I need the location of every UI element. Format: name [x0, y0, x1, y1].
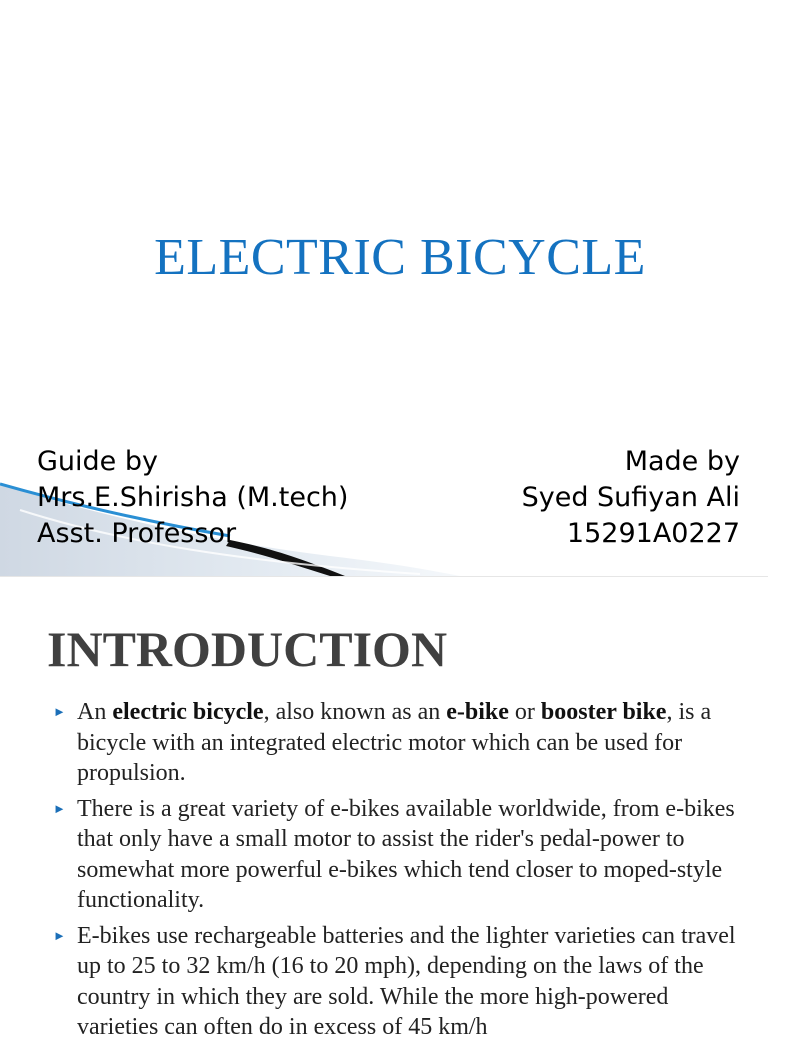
term-booster-bike: booster bike [540, 699, 667, 725]
maker-roll-number: 15291A0227 [566, 518, 740, 549]
intro-title: INTRODUCTION [47, 621, 448, 677]
list-item: ► E-bikes use rechargeable batteries and the lighter varieties can travel up to 25 to 32 km/h (16 to 20 mph), depending on the laws of the country in which they are sold. While the more high-powered varieties can often do in excess of 45 km/h [53, 922, 736, 1040]
bullet-list [50, 697, 740, 1048]
list-item: ► There is a great variety of e-bikes available worldwide, from e-bikes that only have a small motor to assist the rider's pedal-power to somewhat more powerful e-bikes which tend closer to moped-style functionality. [53, 795, 735, 913]
guide-name: Mrs.E.Shirisha (M.tech) [37, 482, 349, 513]
maker-heading: Made by [624, 446, 740, 477]
term-e-bike: e-bike [446, 699, 509, 725]
introduction-slide [0, 576, 768, 1040]
guide-block [37, 444, 348, 552]
maker-name: Syed Sufiyan Ali [521, 482, 740, 513]
guide-heading: Guide by [37, 446, 158, 477]
guide-role: Asst. Professor [37, 518, 237, 549]
list-item: ► An electric bicycle, also known as an e-bike or booster bike, is a bicycle with an integrated electric motor which can be used for propulsion. [53, 699, 712, 786]
triangle-right-icon: ► [53, 927, 66, 943]
slide-title: ELECTRIC BICYCLE [154, 229, 646, 286]
maker-block [522, 444, 740, 552]
triangle-right-icon: ► [53, 800, 66, 816]
triangle-right-icon: ► [53, 704, 66, 719]
term-electric-bicycle: electric bicycle [112, 699, 264, 725]
